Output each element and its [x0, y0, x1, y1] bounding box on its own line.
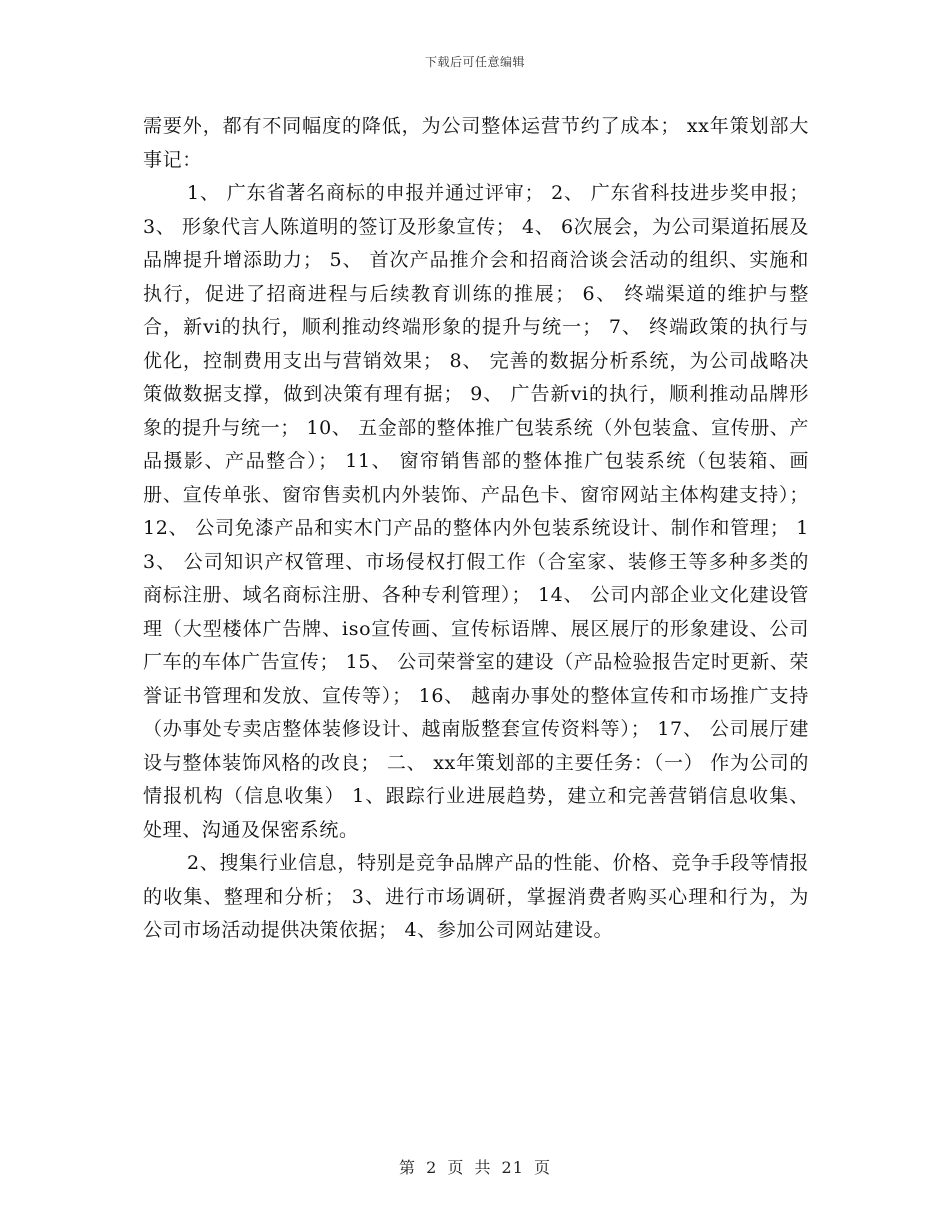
paragraph-events-list: 1、 广东省著名商标的申报并通过评审； 2、 广东省科技进步奖申报； 3、 形象代言人陈道明的签订及形象宣传； 4、 6次展会，为公司渠道拓展及品牌提升增添助力； 5、 首次产品推介会和招商洽谈会活动的组织、实施和执行，促进了招商进程与后续教育训练的推展； 6、 终端渠道的维护与整合，新vi的执行，顺利推动终端形象的提升与统一； 7、 终端政策的执行与优化，控制费用支出与营销效果； 8、 完善的数据分析系统，为公司战略决策做数据支撑，做到决策有理有据； 9、 广告新vi的执行，顺利推动品牌形象的提升与统一； 10、 五金部的整体推广包装系统（外包装盒、宣传册、产品摄影、产品整合）； 11、 窗帘销售部的整体推广包装系统（包装箱、画册、宣传单张、窗帘售卖机内外装饰、产品色卡、窗帘网站主体构建支持）； 12、 公司免漆产品和实木门产品的整体内外包装系统设计、制作和管理； 13、 公司知识产权管理、市场侵权打假工作（合室家、装修王等多种多类的商标注册、域名商标注册、各种专利管理）； 14、 公司内部企业文化建设管理（大型楼体广告牌、iso宣传画、宣传标语牌、展区展厅的形象建设、公司厂车的车体广告宣传； 15、 公司荣誉室的建设（产品检验报告定时更新、荣誉证书管理和发放、宣传等）； 16、 越南办事处的整体宣传和市场推广支持（办事处专卖店整体装修设计、越南版整套宣传资料等）； 17、 公司展厅建设与整体装饰风格的改良； 二、 xx年策划部的主要任务：（一） 作为公司的情报机构（信息收集） 1、跟踪行业进展趋势，建立和完善营销信息收集、处理、沟通及保密系统。 [143, 182, 809, 841]
paragraph-tasks: 2、搜集行业信息，特别是竞争品牌产品的性能、价格、竞争手段等情报的收集、整理和分析； 3、进行市场调研，掌握消费者购买心理和行为，为公司市场活动提供决策依据； 4、参加公司网站建设。 [143, 852, 809, 941]
page-header: 下载后可任意编辑 [424, 55, 525, 69]
document-body [143, 110, 809, 948]
paragraph-continuation: 需要外，都有不同幅度的降低，为公司整体运营节约了成本； xx年策划部大事记： [143, 115, 809, 171]
page-number: 第 2 页 共 21 页 [399, 1158, 551, 1177]
